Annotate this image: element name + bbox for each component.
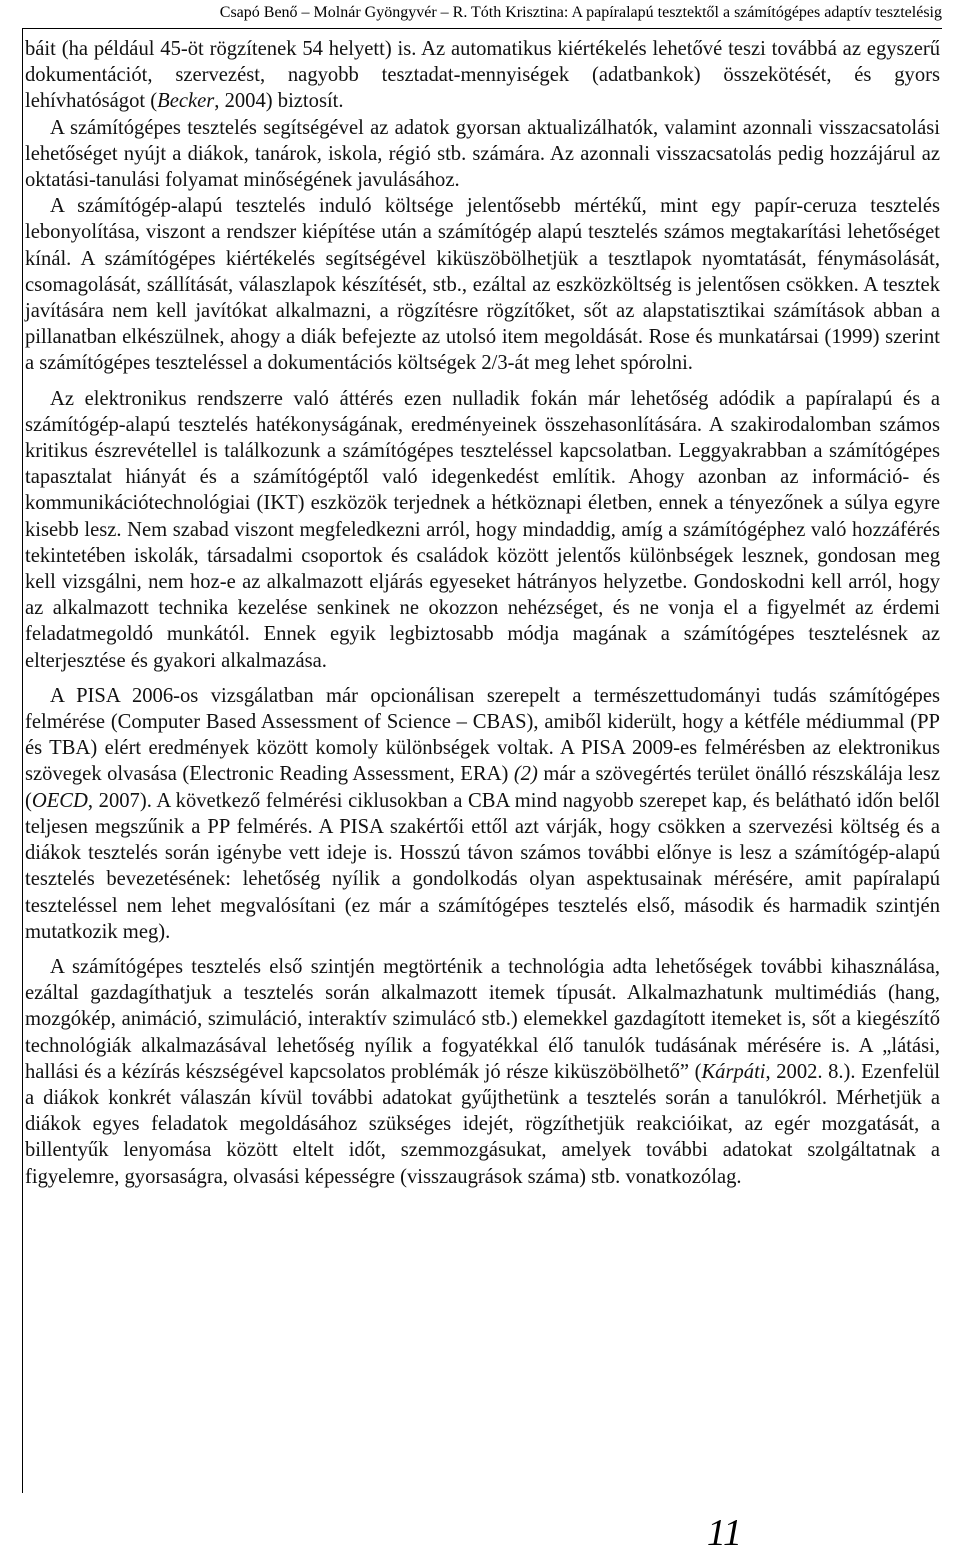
footnote-ref: (2) xyxy=(513,763,538,786)
paragraph xyxy=(25,115,940,194)
margin-rule xyxy=(22,28,23,1493)
paragraph xyxy=(25,193,940,376)
paragraph-text: A PISA 2006-os vizsgálatban már opcionálisan szerepelt a természettudományi tudás számítógépes felmérése (Computer Based Assessment of Science – CBAS), amiből kiderült, hogy a kétféle médiummal (PP és TBA) elért eredmények között komoly különbségek voltak. A PISA 2009-es felmérésben az elektronikus szövegek olvasása (Electronic Reading Assessment, ERA) xyxy=(25,684,940,786)
paragraph xyxy=(25,954,940,1190)
paragraph-text: A számítógépes tesztelés segítségével az adatok gyorsan aktualizálhatók, valamint azonnali visszacsatolási lehetőséget nyújt a diákok, tanárok, iskola, régió stb. számára. Az azonnali visszacsatolás pedig hozzájárul az oktatási-tanulási folyamat minőségének javulásához. xyxy=(25,116,940,192)
paragraph-text: , 2007). A következő felmérési ciklusokban a CBA mind nagyobb szerepet kap, és belátható időn belől teljesen megszűnik a PP felmérés. A PISA szakértői ettől azt várják, hogy csökken a szervezési költség és a diákok tesztelés során igénybe vett ideje is. Hosszú távon számos további előnye is lesz a számítógép-alapú tesztelés bevezetésének: lehetőség nyílik a gondolkodás olyan aspektusainak mérésére, amit papíralapú teszteléssel nem lehet megvalósítani (ez már a számítógépes tesztelés első, második és harmadik szintjén mutatkozik meg). xyxy=(25,789,940,943)
paragraph-text: Az elektronikus rendszerre való áttérés ezen nulladik fokán már lehetőség adódik a papíralapú és a számítógép-alapú tesztelés hatékonyságának, eredményeinek összehasonlítására. A szakirodalomban számos kritikus észrevétellel is találkozunk a számítógépes teszteléssel kapcsolatban. Leggyakrabban a számítógépes tapasztalat hiányát és a számítógéptől való idegenkedést említik. Ahogy azonban az információ- és kommunikációtechnológiai (IKT) eszközök terjednek a hétköznapi életben, ennek a tényezőnek a súlya egyre kisebb lesz. Nem szabad viszont megfeledkezni arról, hogy mindaddig, amíg a számítógéphez való hozzáférés tekintetében iskolák, társadalmi csoportok és családok között jelentős különbségek lesznek, gondosan meg kell vizsgálni, nem hoz-e az alkalmazott eljárás egyeseket hátrányos helyzetbe. Gondoskodni kell arról, hogy az alkalmazott technika kezelése senkinek ne okozzon nehézséget, és ne vonja el a figyelmét az érdemi feladatmegoldó munkától. Ennek egyik legbiztosabb módja magának a számítógépes tesztelésnek az elterjesztése és gyakori alkalmazása. xyxy=(25,387,940,672)
citation-author: Kárpáti xyxy=(701,1060,766,1083)
paragraph xyxy=(25,36,940,115)
paragraph xyxy=(25,683,940,945)
citation-author: OECD xyxy=(31,789,88,812)
paragraph-text: báit (ha például 45-öt rögzítenek 54 helyett) is. Az automatikus kiértékelés lehetővé teszi továbbá az egyszerű dokumentációt, szervezést, nagyobb tesztadat-mennyiségek (adatbankok) összekötését, és gyors lehívhatóságot ( xyxy=(25,38,940,113)
running-head xyxy=(22,2,942,29)
page-number: 11 xyxy=(706,1512,742,1554)
paragraph-text: , 2002. 8.). Ezenfelül a diákok konkrét válaszán kívül további adatokat gyűjthetünk a tesztelés során a tanulókról. Mérhetjük a diákok egyes feladatok megoldásához szükséges idejét, rögzíthetjük reakcióikat, az egér mozgatását, a billentyűk lenyomása között eltelt időt, szemmozgásukat, amelyek további adatokat szolgáltatnak a figyelemre, gyorsaságra, olvasási képességre (visszaugrások száma) stb. vonatkozólag. xyxy=(25,1060,940,1188)
body-text xyxy=(25,36,940,1190)
paragraph-text: A számítógép-alapú tesztelés induló költsége jelentősebb mértékű, mint egy papír-ceruza tesztelés lebonyolítása, viszont a rendszer kiépítése után a számítógép alapú tesztelés számos megtakarítási lehetőséget kínál. A számítógépes kiértékelés segítségével kiküszöbölhetjük a tesztlapok nyomtatását, fénymásolását, csomagolását, szállítását, válaszlapok készítését, stb., ezáltal az eszközköltség is jelentősen csökken. A tesztek javítására nem kell javítókat alkalmazni, a rögzítésre rögzítőket, sőt az alapstatisztikai számítások abban a pillanatban elkészülnek, ahogy a diák befejezte az utolsó item megoldását. Rose és munkatársai (1999) szerint a számítógépes teszteléssel a dokumentációs költségek 2/3-át meg lehet spórolni. xyxy=(25,195,940,375)
paragraph-text: A számítógépes tesztelés első szintjén megtörténik a technológia adta lehetőségek további kihasználása, ezáltal gazdagíthatjuk a tesztelés során alkalmazott itemek típusát. Alkalmazhatunk multimédiás (hang, mozgókép, animáció, szimuláció, interaktív szimulácó stb.) elemekkel gazdagított itemeket is, sőt a kiegészítő technológiák alkalmazásával lehetőség nyílik a fogyatékkal élő tanulók tudásának mérésére is. A „látási, hallási és a kézírás készségével kapcsolatos problémák jó része kiküszöbölhető” ( xyxy=(25,955,940,1083)
paragraph-text: , 2004) biztosít. xyxy=(214,90,344,113)
running-title: Csapó Benő – Molnár Gyöngyvér – R. Tóth Krisztina: A papíralapú tesztektől a számítógépes adaptív tesztelésig xyxy=(219,4,942,21)
citation-author: Becker xyxy=(157,90,215,113)
paragraph xyxy=(25,386,940,674)
paragraph-text: már a szövegértés terület önálló részskálája lesz ( xyxy=(25,763,940,812)
